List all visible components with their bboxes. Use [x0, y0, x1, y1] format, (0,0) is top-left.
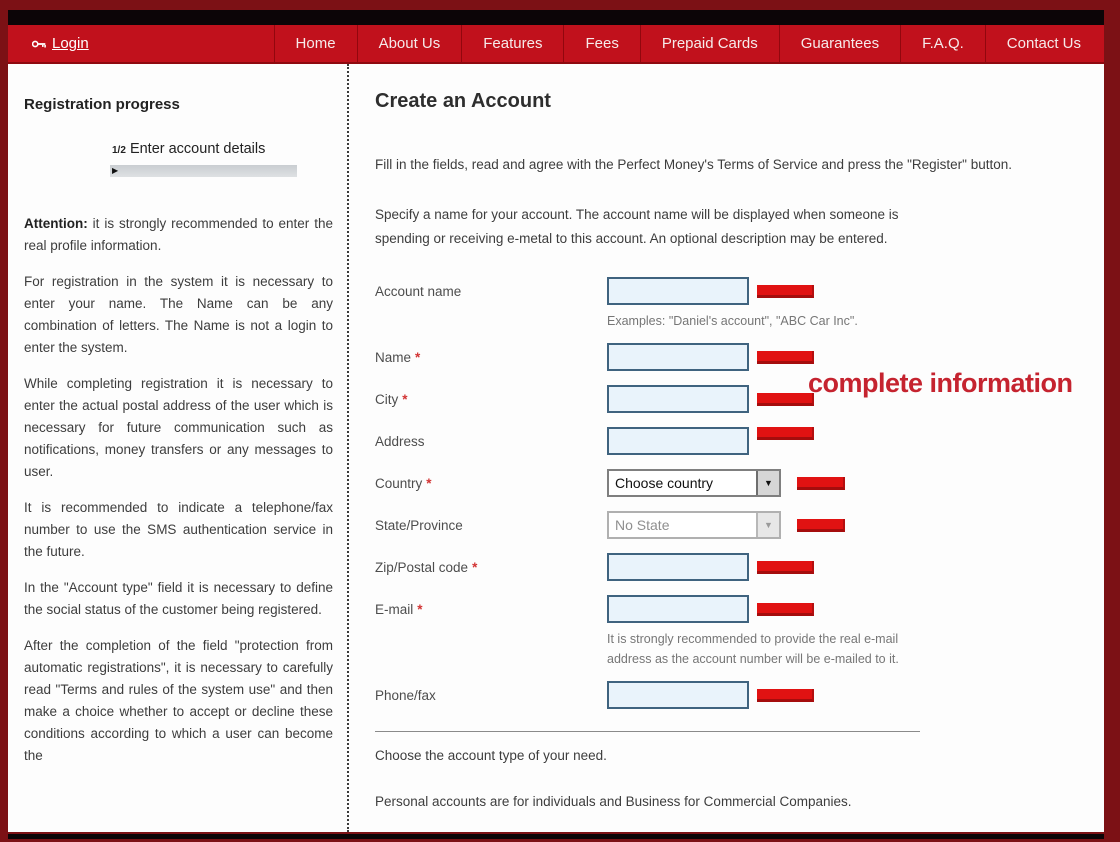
city-input[interactable] — [607, 385, 749, 413]
field-label-text: E-mail — [375, 601, 414, 617]
field-help-account-name: Examples: "Daniel's account", "ABC Car Inc". — [607, 314, 858, 328]
sidebar-paragraph — [24, 577, 333, 621]
redaction-bar — [797, 477, 845, 490]
field-help-e-mail: It is strongly recommended to provide the real e-mail address as the account number will be e-mailed to it. — [607, 632, 899, 666]
field-label-city — [375, 392, 607, 407]
field-label-text: State/Province — [375, 517, 463, 533]
page — [8, 10, 1104, 832]
nav-item-guarantees[interactable]: Guarantees — [779, 25, 900, 62]
top-border-strip — [8, 10, 1104, 25]
form-row-account-name — [375, 277, 1094, 305]
account-type-instruction: Choose the account type of your need. — [375, 748, 607, 763]
field-label-address — [375, 434, 607, 449]
field-label-e-mail — [375, 602, 607, 617]
progress-step-text: Enter account details — [129, 141, 266, 157]
zip-postal-code-input[interactable] — [607, 553, 749, 581]
redaction-bar — [757, 285, 814, 298]
form-row-zip-postal-code — [375, 553, 1094, 581]
nav-item-contact-us[interactable]: Contact Us — [985, 25, 1102, 62]
progress-bar — [110, 165, 297, 177]
sidebar-paragraph — [24, 497, 333, 563]
sidebar-paragraph — [24, 271, 333, 359]
nav-item-about-us[interactable]: About Us — [357, 25, 462, 62]
required-asterisk: * — [402, 391, 408, 407]
account-type-note: Personal accounts are for individuals and Business for Commercial Companies. — [375, 794, 852, 809]
required-asterisk: * — [415, 349, 421, 365]
form-row-country — [375, 469, 1094, 497]
redaction-bar — [757, 393, 814, 406]
nav-item-fees[interactable]: Fees — [563, 25, 639, 62]
field-label-country — [375, 476, 607, 491]
intro-line-1: Fill in the fields, read and agree with the Perfect Money's Terms of Service and press the "Register" button. — [375, 157, 1012, 172]
main-content — [349, 64, 1104, 832]
form-row-state-province — [375, 511, 1094, 539]
nav-menu — [274, 25, 1102, 62]
field-label-phone-fax — [375, 688, 607, 703]
field-label-text: Zip/Postal code — [375, 559, 469, 575]
form-row-address — [375, 427, 1094, 455]
country-select[interactable] — [607, 469, 781, 497]
paragraph-text: In the "Account type" field it is necessary to define the social status of the customer being registered. — [24, 580, 333, 617]
redaction-bar — [757, 561, 814, 574]
navbar — [8, 25, 1104, 64]
redaction-bar — [757, 351, 814, 364]
redaction-bar — [757, 427, 814, 440]
chevron-down-icon[interactable]: ▼ — [756, 471, 779, 495]
field-label-zip-postal-code — [375, 560, 607, 575]
sidebar-title: Registration progress — [24, 96, 180, 113]
address-input[interactable] — [607, 427, 749, 455]
redaction-bar — [797, 519, 845, 532]
field-label-text: Address — [375, 433, 425, 449]
nav-item-home[interactable]: Home — [274, 25, 357, 62]
bottom-border-strip — [8, 834, 1104, 839]
country-selected-value: Choose country — [615, 475, 714, 491]
sidebar — [8, 64, 349, 832]
field-label-name — [375, 350, 607, 365]
sidebar-paragraph — [24, 373, 333, 483]
progress-step-label — [112, 141, 333, 157]
sidebar-paragraphs — [24, 213, 333, 767]
field-label-text: Phone/fax — [375, 687, 436, 703]
required-asterisk: * — [426, 475, 432, 491]
phone-fax-input[interactable] — [607, 681, 749, 709]
name-input[interactable] — [607, 343, 749, 371]
form-row-name — [375, 343, 1094, 371]
section-divider — [375, 731, 920, 732]
account-name-input[interactable] — [607, 277, 749, 305]
login-label: Login — [52, 35, 89, 52]
paragraph-text: It is recommended to indicate a telephone/fax number to use the SMS authentication service in the future. — [24, 500, 333, 559]
paragraph-text: After the completion of the field "protection from automatic registrations", it is necessary to carefully read "Terms and rules of the system use" and then make a choice whether to accept or decline these conditions according to which a user can become the — [24, 638, 333, 763]
state-province-select — [607, 511, 781, 539]
paragraph-text: it is strongly recommended to enter the real profile information. — [24, 216, 333, 253]
required-asterisk: * — [417, 601, 423, 617]
required-asterisk: * — [472, 559, 478, 575]
nav-item-f-a-q[interactable]: F.A.Q. — [900, 25, 985, 62]
nav-item-prepaid-cards[interactable]: Prepaid Cards — [640, 25, 779, 62]
nav-item-features[interactable]: Features — [461, 25, 563, 62]
field-label-text: Country — [375, 475, 423, 491]
redaction-bar — [757, 603, 814, 616]
sidebar-paragraph — [24, 635, 333, 767]
login-link[interactable] — [32, 35, 89, 52]
paragraph-lead: Attention: — [24, 216, 88, 231]
state-province-selected-value: No State — [615, 517, 670, 533]
redaction-bar — [757, 689, 814, 702]
key-icon — [32, 39, 46, 49]
form-row-e-mail — [375, 595, 1094, 623]
field-label-text: City — [375, 391, 399, 407]
field-label-text: Account name — [375, 283, 462, 299]
form-row-phone-fax — [375, 681, 1094, 709]
paragraph-text: For registration in the system it is necessary to enter your name. The Name can be any combination of letters. The Name is not a login to enter the system. — [24, 274, 333, 355]
field-label-state-province — [375, 518, 607, 533]
content-area — [8, 64, 1104, 832]
progress-step-number: 1/2 — [112, 145, 126, 156]
chevron-down-icon: ▼ — [756, 513, 779, 537]
field-label-text: Name — [375, 349, 412, 365]
annotation-complete-information: complete information — [808, 368, 1073, 398]
intro-line-2: Specify a name for your account. The account name will be displayed when someone is spending or receiving e-metal to this account. An optional description may be entered. — [375, 207, 899, 246]
e-mail-input[interactable] — [607, 595, 749, 623]
field-label-account-name — [375, 284, 607, 299]
progress-arrow-icon: ▶ — [112, 166, 119, 175]
paragraph-text: While completing registration it is necessary to enter the actual postal address of the user which is necessary for future communication such as notifications, money transfers or any messages to user. — [24, 376, 333, 479]
page-title: Create an Account — [375, 90, 551, 112]
registration-form — [375, 277, 1094, 709]
sidebar-paragraph — [24, 213, 333, 257]
